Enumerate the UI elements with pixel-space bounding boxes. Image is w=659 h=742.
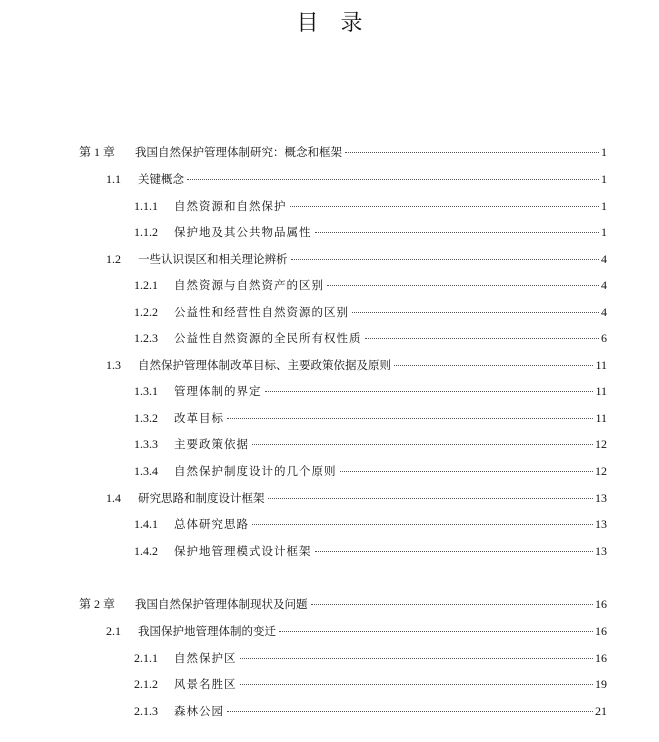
toc-entry-title: 关键概念: [138, 172, 184, 186]
dot-leader: [240, 684, 594, 685]
toc-entry-title: 自然保护区: [174, 651, 237, 665]
toc-entry-section-2-1[interactable]: [106, 621, 607, 641]
dot-leader: [315, 551, 594, 552]
toc-entry-title: 自然资源与自然资产的区别: [174, 278, 324, 292]
toc-entry-page: 16: [595, 597, 607, 611]
toc-entry-title: 公益性自然资源的全民所有权性质: [174, 331, 362, 345]
toc-entry-number: 第 2 章: [79, 597, 116, 611]
dot-leader: [327, 285, 599, 286]
toc-entry-subsection-1-1-1[interactable]: [134, 196, 607, 216]
toc-entry-number: 1.2.2: [134, 305, 158, 319]
toc-entry-subsection-1-1-2[interactable]: [134, 222, 607, 242]
dot-leader: [252, 524, 593, 525]
toc-entry-title: 保护地管理模式设计框架: [174, 544, 312, 558]
dot-leader: [252, 444, 593, 445]
dot-leader: [268, 498, 594, 499]
toc-entry-number: 2.1: [106, 624, 121, 638]
toc-entry-page: 21: [595, 704, 607, 718]
toc-entry-number: 1.3: [106, 358, 121, 372]
toc-entry-subsection-1-2-1[interactable]: [134, 275, 607, 295]
toc-entry-page: 11: [595, 358, 607, 372]
toc-entry-page: 1: [601, 145, 607, 159]
dot-leader: [265, 391, 594, 392]
toc-entry-title: 自然保护制度设计的几个原则: [174, 464, 337, 478]
toc-entry-number: 1.2.3: [134, 331, 158, 345]
toc-entry-page: 11: [595, 411, 607, 425]
toc-entry-page: 13: [595, 491, 607, 505]
toc-entry-page: 4: [601, 278, 607, 292]
toc-entry-number: 2.1.2: [134, 677, 158, 691]
toc-entry-subsection-1-4-1[interactable]: [134, 514, 607, 534]
toc-entry-section-1-1[interactable]: [106, 169, 607, 189]
toc-entry-number: 1.3.2: [134, 411, 158, 425]
toc-entry-section-1-4[interactable]: [106, 488, 607, 508]
toc-entry-chapter-2[interactable]: [79, 594, 607, 614]
dot-leader: [345, 152, 599, 153]
toc-entry-title: 保护地及其公共物品属性: [174, 225, 312, 239]
toc-entry-number: 2.1.3: [134, 704, 158, 718]
toc-entry-subsection-1-3-1[interactable]: [134, 381, 607, 401]
toc-entry-title: 研究思路和制度设计框架: [138, 491, 265, 505]
toc-entry-subsection-1-3-4[interactable]: [134, 461, 607, 481]
toc-entry-title: 我国自然保护管理体制研究：概念和框架: [135, 145, 342, 159]
dot-leader: [227, 418, 593, 419]
dot-leader: [315, 232, 600, 233]
toc-entry-subsection-1-3-3[interactable]: [134, 434, 607, 454]
toc-entry-number: 1.2: [106, 252, 121, 266]
toc-entry-title: 森林公园: [174, 704, 224, 718]
dot-leader: [365, 338, 600, 339]
dot-leader: [394, 365, 593, 366]
toc-entry-page: 1: [601, 199, 607, 213]
toc-entry-number: 1.1.2: [134, 225, 158, 239]
toc-entry-number: 1.2.1: [134, 278, 158, 292]
toc-entry-page: 12: [595, 437, 607, 451]
toc-entry-page: 6: [601, 331, 607, 345]
toc-entry-page: 4: [601, 252, 607, 266]
toc-entry-title: 总体研究思路: [174, 517, 249, 531]
toc-entry-chapter-1[interactable]: [79, 142, 607, 162]
toc-entry-subsection-1-4-2[interactable]: [134, 541, 607, 561]
dot-leader: [352, 312, 599, 313]
toc-entry-subsection-1-3-2[interactable]: [134, 408, 607, 428]
toc-entry-number: 第 1 章: [79, 145, 116, 159]
toc-entry-page: 19: [595, 677, 607, 691]
toc-entry-section-1-3[interactable]: [106, 355, 607, 375]
toc-entry-number: 1.1: [106, 172, 121, 186]
toc-entry-title: 主要政策依据: [174, 437, 249, 451]
toc-entry-number: 1.4.2: [134, 544, 158, 558]
toc-entry-page: 11: [595, 384, 607, 398]
dot-leader: [290, 206, 600, 207]
toc-entry-page: 13: [595, 517, 607, 531]
toc-entry-subsection-2-1-1[interactable]: [134, 648, 607, 668]
toc-entry-page: 16: [595, 624, 607, 638]
toc-entry-title: 我国自然保护管理体制现状及问题: [135, 597, 308, 611]
toc-entry-number: 1.4.1: [134, 517, 158, 531]
dot-leader: [227, 711, 593, 712]
toc-entry-subsection-1-2-3[interactable]: [134, 328, 607, 348]
toc-entry-title: 我国保护地管理体制的变迁: [138, 624, 276, 638]
dot-leader: [291, 259, 600, 260]
toc-entry-section-1-2[interactable]: [106, 249, 607, 269]
toc-entry-page: 13: [595, 544, 607, 558]
toc-entry-page: 1: [601, 172, 607, 186]
toc-entry-title: 一些认识误区和相关理论辨析: [138, 252, 288, 266]
toc-entry-subsection-2-1-3[interactable]: [134, 701, 607, 721]
toc-entry-title: 自然保护管理体制改革目标、主要政策依据及原则: [138, 358, 391, 372]
toc-entry-subsection-2-1-2[interactable]: [134, 674, 607, 694]
toc-entry-title: 管理体制的界定: [174, 384, 262, 398]
toc-entry-number: 1.3.3: [134, 437, 158, 451]
dot-leader: [187, 179, 599, 180]
toc-entry-number: 1.3.1: [134, 384, 158, 398]
toc-entry-page: 12: [595, 464, 607, 478]
toc-entry-number: 1.4: [106, 491, 121, 505]
toc-entry-number: 2.1.1: [134, 651, 158, 665]
dot-leader: [279, 631, 593, 632]
toc-entry-page: 16: [595, 651, 607, 665]
dot-leader: [240, 658, 594, 659]
toc-entry-title: 自然资源和自然保护: [174, 199, 287, 213]
toc-entry-page: 1: [601, 225, 607, 239]
toc-entry-title: 改革目标: [174, 411, 224, 425]
dot-leader: [311, 604, 594, 605]
dot-leader: [340, 471, 594, 472]
toc-entry-title: 公益性和经营性自然资源的区别: [174, 305, 349, 319]
page-title: 目 录: [296, 11, 363, 36]
toc-entry-title: 风景名胜区: [174, 677, 237, 691]
toc-entry-subsection-1-2-2[interactable]: [134, 302, 607, 322]
toc-entry-page: 4: [601, 305, 607, 319]
toc-entry-number: 1.3.4: [134, 464, 158, 478]
toc-entry-number: 1.1.1: [134, 199, 158, 213]
